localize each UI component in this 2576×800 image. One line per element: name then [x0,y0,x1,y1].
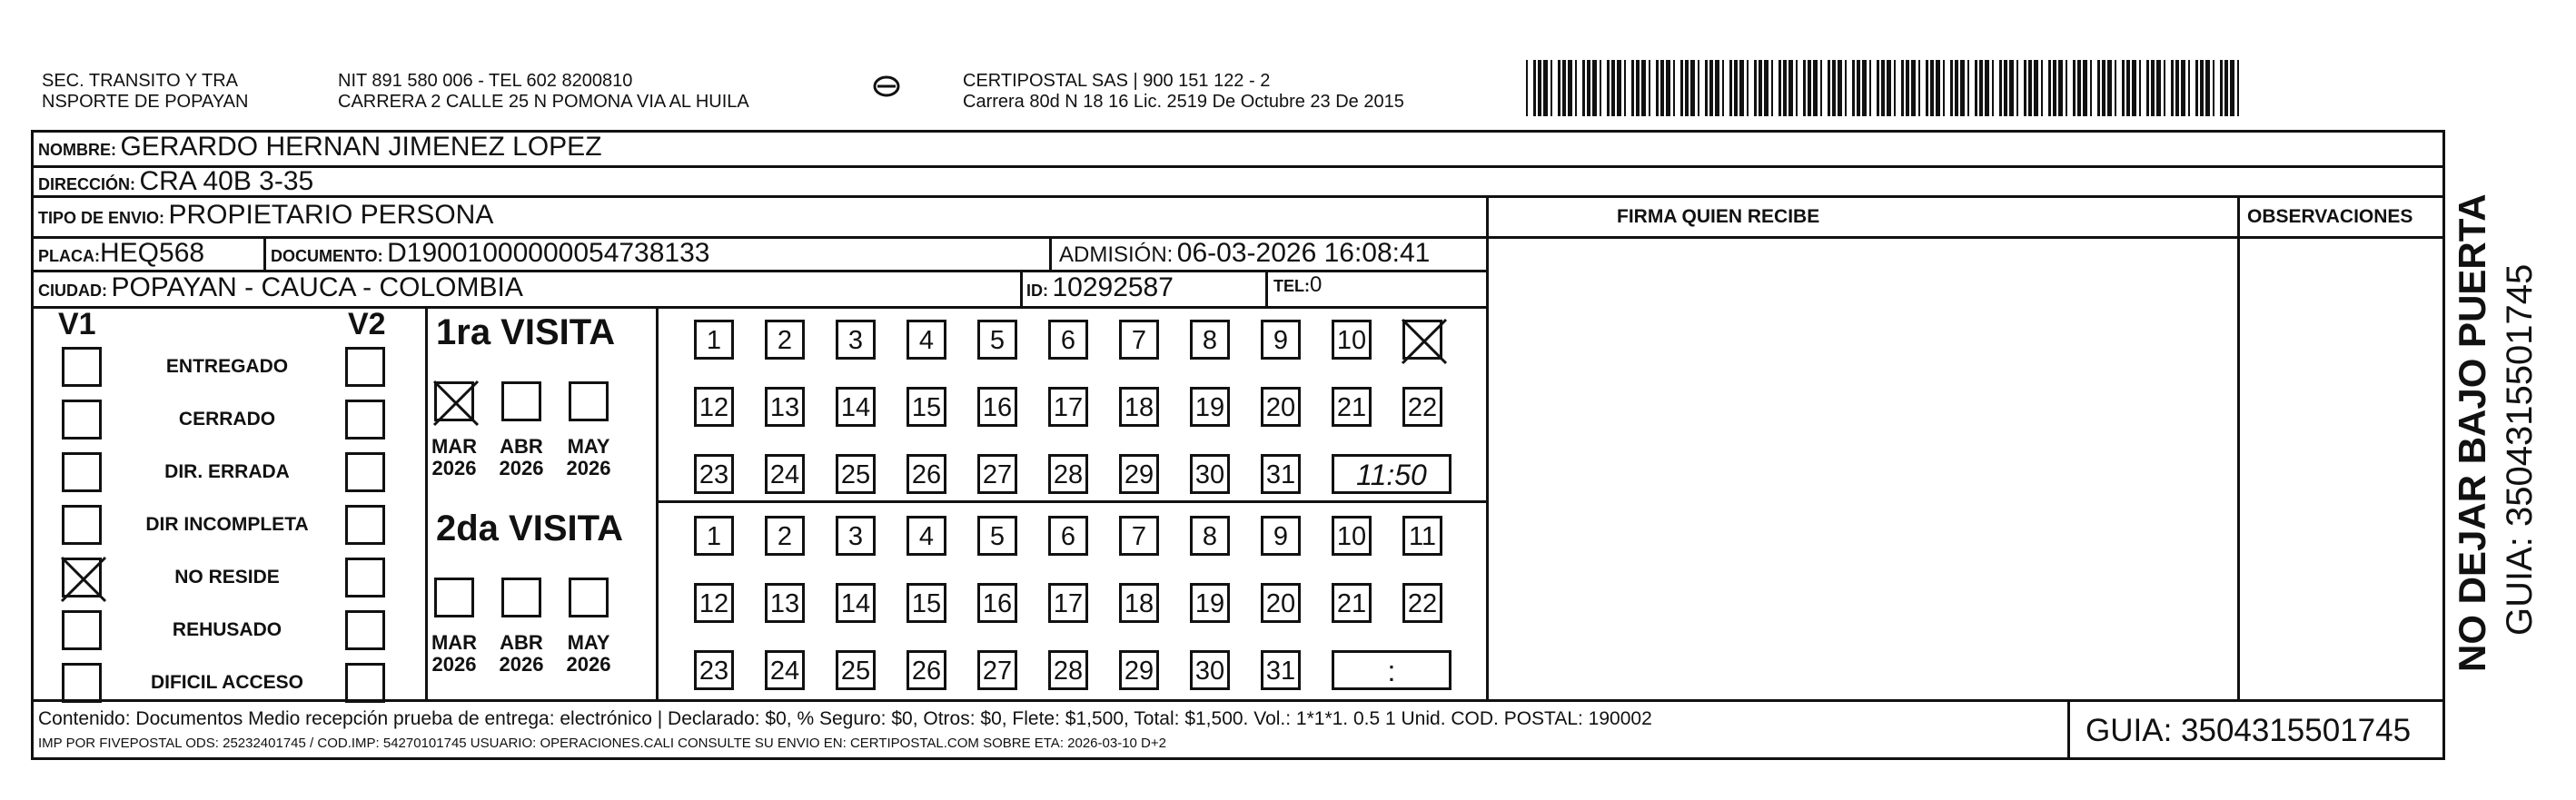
day-box[interactable]: 31 [1261,454,1301,494]
status-label: DIFICIL ACCESO [150,672,303,693]
day-box[interactable]: 13 [765,387,805,427]
barcode [1526,60,2253,120]
status-label: REHUSADO [172,619,282,640]
day-box[interactable]: 9 [1261,320,1301,360]
day-box[interactable]: 12 [694,387,734,427]
day-box[interactable]: 13 [765,583,805,623]
day-box[interactable]: 19 [1190,387,1230,427]
month-label: ABR 2026 [499,435,544,479]
v1-checkbox[interactable] [62,400,102,440]
month-label: MAY 2026 [566,435,611,479]
day-box[interactable]: 1 [694,320,734,360]
v1-label: V1 [58,307,96,341]
month-checkbox[interactable] [569,578,609,617]
day-box[interactable]: 23 [694,650,734,690]
day-box[interactable]: 3 [836,516,876,556]
day-box[interactable]: 23 [694,454,734,494]
month-checkbox[interactable] [434,381,474,421]
day-box[interactable]: 22 [1402,387,1442,427]
footer-guia: GUIA: 3504315501745 [2086,713,2412,748]
day-box[interactable]: 17 [1048,387,1088,427]
day-box[interactable]: 29 [1119,454,1159,494]
day-box[interactable]: 4 [907,320,946,360]
time-field[interactable]: : [1332,650,1451,690]
nombre-field: NOMBRE: GERARDO HERNAN JIMENEZ LOPEZ [38,132,602,162]
day-box[interactable]: 31 [1261,650,1301,690]
day-box[interactable]: 15 [907,387,946,427]
day-box[interactable]: 4 [907,516,946,556]
placa-field: PLACA:HEQ568 [38,238,205,268]
day-box[interactable]: 24 [765,650,805,690]
status-label: CERRADO [178,409,276,430]
month-label: MAY 2026 [566,631,611,676]
day-box[interactable]: 2 [765,516,805,556]
day-box[interactable]: 18 [1119,387,1159,427]
day-box[interactable]: 21 [1332,583,1372,623]
day-box[interactable]: 8 [1190,516,1230,556]
day-box[interactable]: 3 [836,320,876,360]
v2-label: V2 [348,307,386,341]
day-box[interactable]: 25 [836,650,876,690]
day-box[interactable]: 17 [1048,583,1088,623]
day-box[interactable]: 16 [977,387,1017,427]
v1-checkbox[interactable] [62,347,102,387]
month-label: ABR 2026 [499,631,544,676]
month-checkbox[interactable] [501,381,541,421]
day-box[interactable]: 10 [1332,516,1372,556]
day-box[interactable]: 27 [977,454,1017,494]
day-box[interactable]: 10 [1332,320,1372,360]
v1-checkbox[interactable] [62,663,102,703]
sender-name: SEC. TRANSITO Y TRA NSPORTE DE POPAYAN [42,71,249,112]
day-box[interactable]: 5 [977,320,1017,360]
admision-field: ADMISIÓN: 06-03-2026 16:08:41 [1059,238,1431,268]
second-visit-title: 2da VISITA [436,509,623,548]
day-box[interactable]: 29 [1119,650,1159,690]
month-label: MAR 2026 [431,435,478,479]
day-box[interactable]: 26 [907,650,946,690]
day-box[interactable]: 15 [907,583,946,623]
day-box[interactable]: 12 [694,583,734,623]
v1-checkbox[interactable] [62,558,102,598]
month-label: MAR 2026 [431,631,478,676]
day-box[interactable]: 7 [1119,320,1159,360]
id-field: ID: 10292587 [1026,272,1174,302]
day-box[interactable]: 6 [1048,320,1088,360]
day-box[interactable]: 14 [836,387,876,427]
day-box[interactable]: 14 [836,583,876,623]
time-field[interactable]: 11:50 [1332,454,1451,494]
status-label: NO RESIDE [174,567,280,588]
day-box[interactable]: 7 [1119,516,1159,556]
documento-field: DOCUMENTO: D19001000000054738133 [271,238,710,268]
tipo-envio-field: TIPO DE ENVIO: PROPIETARIO PERSONA [38,200,494,230]
v2-checkbox[interactable] [345,610,385,650]
month-checkbox[interactable] [434,578,474,617]
side-guia: GUIA: 3504315501745 [2500,263,2540,636]
impresion-line: IMP POR FIVEPOSTAL ODS: 25232401745 / COD.IMP: 54270101745 USUARIO: OPERACIONES.CALI CONSULTE SU ENVIO EN: CERTIPOSTAL.COM SOBRE ETA: 2026-03-10 D+2 [38,736,1166,751]
day-box[interactable]: 8 [1190,320,1230,360]
v2-checkbox[interactable] [345,558,385,598]
contenido-line: Contenido: Documentos Medio recepción prueba de entrega: electrónico | Declarado: $0, % Seguro: $0, Otros: $0, Flete: $1,500, Total: $1,500. Vol.: 1*1*1. 0.5 1 Unid. COD. POSTAL: 190002 [38,708,1652,729]
status-label: ENTREGADO [165,356,289,377]
day-box[interactable]: 25 [836,454,876,494]
v1-checkbox[interactable] [62,505,102,545]
day-box[interactable]: 18 [1119,583,1159,623]
v2-checkbox[interactable] [345,663,385,703]
courier-info: CERTIPOSTAL SAS | 900 151 122 - 2 Carrera 80d N 18 16 Lic. 2519 De Octubre 23 De 2015 [963,71,1404,112]
day-box[interactable]: 6 [1048,516,1088,556]
courier-logo-icon [869,73,904,107]
v2-checkbox[interactable] [345,400,385,440]
day-box[interactable]: 30 [1190,650,1230,690]
day-box[interactable]: 11 [1402,516,1442,556]
v1-checkbox[interactable] [62,452,102,492]
ciudad-field: CIUDAD: POPAYAN - CAUCA - COLOMBIA [38,272,523,302]
v2-checkbox[interactable] [345,505,385,545]
day-box[interactable]: 2 [765,320,805,360]
day-box[interactable]: 28 [1048,650,1088,690]
day-box[interactable]: 22 [1402,583,1442,623]
day-box[interactable]: 19 [1190,583,1230,623]
day-box[interactable]: 21 [1332,387,1372,427]
day-box[interactable]: 28 [1048,454,1088,494]
firma-column-header: FIRMA QUIEN RECIBE [1617,206,1820,227]
day-box[interactable]: 16 [977,583,1017,623]
tel-field: TEL:0 [1273,272,1323,297]
sender-nit-address: NIT 891 580 006 - TEL 602 8200810 CARRERA 2 CALLE 25 N POMONA VIA AL HUILA [338,71,749,112]
day-box[interactable]: 26 [907,454,946,494]
day-box[interactable]: 27 [977,650,1017,690]
v1-checkbox[interactable] [62,610,102,650]
status-label: DIR INCOMPLETA [145,514,309,535]
day-box[interactable]: 24 [765,454,805,494]
status-label: DIR. ERRADA [164,461,290,482]
day-box[interactable]: 20 [1261,387,1301,427]
observaciones-column-header: OBSERVACIONES [2247,206,2413,227]
day-box[interactable]: 20 [1261,583,1301,623]
no-dejar-bajo-puerta-warning: NO DEJAR BAJO PUERTA [2451,193,2493,672]
direccion-field: DIRECCIÓN: CRA 40B 3-35 [38,166,314,196]
first-visit-title: 1ra VISITA [436,312,616,352]
day-box[interactable]: 1 [694,516,734,556]
month-checkbox[interactable] [501,578,541,617]
day-box[interactable]: 9 [1261,516,1301,556]
day-box[interactable]: 30 [1190,454,1230,494]
v2-checkbox[interactable] [345,452,385,492]
day-box[interactable] [1402,320,1442,360]
v2-checkbox[interactable] [345,347,385,387]
day-box[interactable]: 5 [977,516,1017,556]
month-checkbox[interactable] [569,381,609,421]
